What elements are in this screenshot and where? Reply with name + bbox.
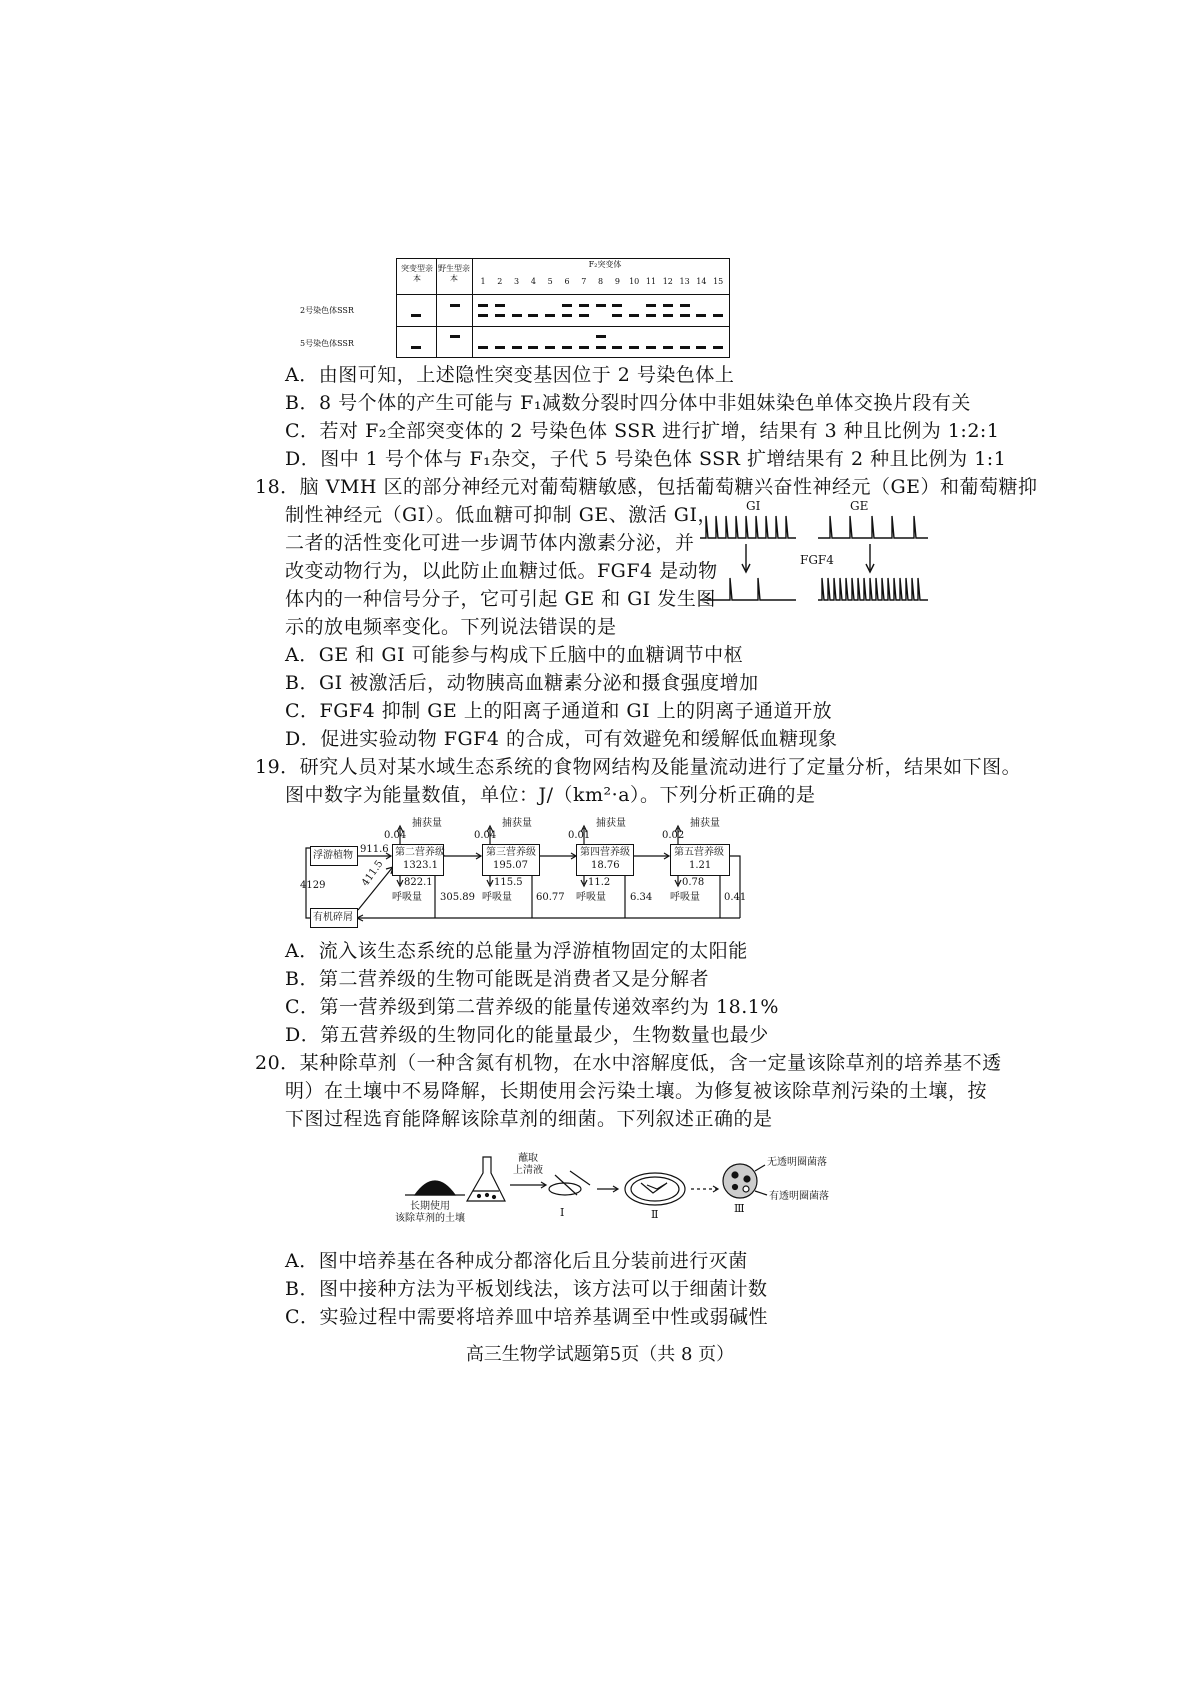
detr-5: 0.41 xyxy=(724,892,747,903)
resp-5: 0.78 xyxy=(682,877,705,888)
q19-option-d: D．第五营养级的生物同化的能量最少，生物数量也最少 xyxy=(285,1024,769,1046)
f2-number: 14 xyxy=(696,277,707,286)
val-4129: 4129 xyxy=(300,880,326,891)
q18-stem-line5: 体内的一种信号分子，它可引起 GE 和 GI 发生图 xyxy=(285,588,716,610)
val-411: 411.5 xyxy=(360,858,386,889)
q17-option-a: A．由图可知，上述隐性突变基因位于 2 号染色体上 xyxy=(285,364,735,386)
f2-number: 15 xyxy=(713,277,724,286)
f2-number: 6 xyxy=(564,277,570,286)
gel-band xyxy=(478,346,488,349)
q19-stem-line2: 图中数字为能量数值，单位：J/（km²·a）。下列分析正确的是 xyxy=(285,784,816,806)
q19-option-c: C．第一营养级到第二营养级的能量传递效率约为 18.1% xyxy=(285,996,779,1018)
f2-number: 2 xyxy=(497,277,503,286)
catch-2: 0.04 xyxy=(384,830,407,841)
gel-band xyxy=(450,335,460,338)
q17-option-b: B．8 号个体的产生可能与 F₁减数分裂时四分体中非姐妹染色单体交换片段有关 xyxy=(285,392,971,414)
fgf4-label: FGF4 xyxy=(800,553,834,567)
q20-stem-line2: 明）在土壤中不易降解，长期使用会污染土壤。为修复被该除草剂污染的土壤，按 xyxy=(285,1080,988,1102)
gel-band xyxy=(629,314,639,317)
resp-2: 822.1 xyxy=(404,877,433,888)
val-911: 911.6 xyxy=(360,844,389,855)
step-2-label: Ⅱ xyxy=(651,1208,659,1221)
f2-number: 11 xyxy=(645,277,657,286)
ge-label: GE xyxy=(850,499,869,513)
gel-band xyxy=(528,346,538,349)
gel-band xyxy=(713,314,723,317)
gel-band xyxy=(495,304,505,307)
f2-number: 10 xyxy=(629,277,640,286)
q17-option-d: D．图中 1 号个体与 F₁杂交，子代 5 号染色体 SSR 扩增结果有 2 种且比例为 1:1 xyxy=(285,448,1007,470)
col-wild-header: 野生型亲本 xyxy=(438,264,470,283)
box-level5: 第五营养级 1.21 xyxy=(670,844,730,876)
f2-number: 7 xyxy=(581,277,587,286)
gel-band xyxy=(612,346,622,349)
detr-3: 60.77 xyxy=(536,892,565,903)
q18-stem-line6: 示的放电频率变化。下列说法错误的是 xyxy=(285,616,617,638)
gel-band xyxy=(696,314,706,317)
resp-label-3: 呼吸量 xyxy=(482,892,512,903)
q19-option-a: A．流入该生态系统的总能量为浮游植物固定的太阳能 xyxy=(285,940,748,962)
col-mutant-header: 突变型亲本 xyxy=(401,264,433,283)
box-level4: 第四营养级 18.76 xyxy=(576,844,634,876)
q19-stem-line1: 19．研究人员对某水域生态系统的食物网结构及能量流动进行了定量分析，结果如下图。 xyxy=(255,756,1022,778)
box-detritus: 有机碎屑 xyxy=(310,908,358,928)
gel-band xyxy=(579,304,589,307)
detr-2: 305.89 xyxy=(440,892,475,903)
gel-band xyxy=(512,314,522,317)
resp-label-2: 呼吸量 xyxy=(392,892,422,903)
gel-band xyxy=(411,346,421,349)
gel-band xyxy=(646,314,656,317)
soil-label: 长期使用 该除草剂的土壤 xyxy=(395,1201,465,1224)
gel-band xyxy=(495,314,505,317)
catch-label-5: 捕获量 xyxy=(690,818,720,829)
box-plankton: 浮游植物 xyxy=(310,846,358,866)
f2-number: 12 xyxy=(662,277,673,286)
no-halo-label: 无透明圈菌落 xyxy=(767,1157,827,1168)
catch-4: 0.01 xyxy=(568,830,591,841)
detr-4: 6.34 xyxy=(630,892,653,903)
gel-band xyxy=(596,346,606,349)
energy-flow-diagram xyxy=(300,818,810,930)
q18-option-b: B．GI 被激活后，动物胰高血糖素分泌和摄食强度增加 xyxy=(285,672,759,694)
resp-4: 11.2 xyxy=(588,877,611,888)
q17-option-c: C．若对 F₂全部突变体的 2 号染色体 SSR 进行扩增，结果有 3 种且比例为 1:2:1 xyxy=(285,420,1000,442)
gel-band xyxy=(646,346,656,349)
row-chr5-label: 5号染色体SSR xyxy=(300,339,354,348)
bacteria-selection-figure xyxy=(395,1145,829,1240)
gel-band xyxy=(680,304,690,307)
gel-band xyxy=(663,346,673,349)
q20-option-a: A．图中培养基在各种成分都溶化后且分装前进行灭菌 xyxy=(285,1250,748,1272)
gel-band xyxy=(612,314,622,317)
gel-band xyxy=(562,346,572,349)
q18-stem-line2: 制性神经元（GI）。低血糖可抑制 GE、激活 GI， xyxy=(285,504,717,526)
gel-band xyxy=(411,314,421,317)
step-1-label: Ⅰ xyxy=(560,1206,565,1219)
halo-label: 有透明圈菌落 xyxy=(769,1191,829,1202)
catch-3: 0.04 xyxy=(474,830,497,841)
gel-band xyxy=(629,346,639,349)
gel-band xyxy=(663,314,673,317)
gel-band xyxy=(495,346,505,349)
spike-traces xyxy=(700,500,930,615)
f2-number: 9 xyxy=(614,277,620,286)
gel-band xyxy=(696,346,706,349)
gel-band xyxy=(663,304,673,307)
gel-band xyxy=(713,346,723,349)
row-chr2-label: 2号染色体SSR xyxy=(300,306,354,315)
gel-band xyxy=(612,304,622,307)
gel-band xyxy=(596,335,606,338)
box-level3: 第三营养级 195.07 xyxy=(482,844,540,876)
resp-label-4: 呼吸量 xyxy=(576,892,606,903)
f2-number: 8 xyxy=(598,277,604,286)
gel-band xyxy=(512,346,522,349)
q18-stem-line1: 18．脑 VMH 区的部分神经元对葡萄糖敏感，包括葡萄糖兴奋性神经元（GE）和葡萄糖抑 xyxy=(255,476,1038,498)
catch-5: 0.02 xyxy=(662,830,685,841)
resp-3: 115.5 xyxy=(494,877,523,888)
q20-option-c: C．实验过程中需要将培养皿中培养基调至中性或弱碱性 xyxy=(285,1306,769,1328)
ssr-gel-figure xyxy=(300,258,730,360)
f2-number: 1 xyxy=(480,277,486,286)
catch-label-4: 捕获量 xyxy=(596,818,626,829)
gel-band xyxy=(478,304,488,307)
q18-stem-line4: 改变动物行为，以此防止血糖过低。FGF4 是动物 xyxy=(285,560,718,582)
gel-band xyxy=(478,314,488,317)
f2-number: 13 xyxy=(679,277,690,286)
gel-band xyxy=(562,314,572,317)
gel-band xyxy=(646,304,656,307)
box-level2: 第二营养级 1323.1 xyxy=(392,844,444,876)
catch-label-3: 捕获量 xyxy=(502,818,532,829)
catch-label-2: 捕获量 xyxy=(412,818,442,829)
gel-band xyxy=(579,346,589,349)
gel-band xyxy=(545,346,555,349)
gel-band xyxy=(596,304,606,307)
gi-label: GI xyxy=(746,499,761,513)
q20-stem-line1: 20．某种除草剂（一种含氮有机物，在水中溶解度低，含一定量该除草剂的培养基不透 xyxy=(255,1052,1002,1074)
gel-band xyxy=(528,314,538,317)
gel-band xyxy=(680,314,690,317)
resp-label-5: 呼吸量 xyxy=(670,892,700,903)
gel-band xyxy=(562,304,572,307)
q18-option-d: D．促进实验动物 FGF4 的合成，可有效避免和缓解低血糖现象 xyxy=(285,728,838,750)
f2-number-row xyxy=(476,277,730,289)
q18-option-c: C．FGF4 抑制 GE 上的阳离子通道和 GI 上的阴离子通道开放 xyxy=(285,700,833,722)
q20-stem-line3: 下图过程选育能降解该除草剂的细菌。下列叙述正确的是 xyxy=(285,1108,773,1130)
q18-option-a: A．GE 和 GI 可能参与构成下丘脑中的血糖调节中枢 xyxy=(285,644,744,666)
gel-band xyxy=(450,304,460,307)
gel-band xyxy=(545,314,555,317)
q19-option-b: B．第二营养级的生物可能既是消费者又是分解者 xyxy=(285,968,709,990)
gel-band xyxy=(579,314,589,317)
supernatant-label: 蘸取 上清液 xyxy=(513,1153,543,1176)
gel-band xyxy=(680,346,690,349)
col-f2-header: F₂突变体 xyxy=(588,260,622,269)
f2-number: 5 xyxy=(547,277,553,286)
f2-number: 4 xyxy=(530,277,536,286)
neuron-firing-figure xyxy=(700,500,930,615)
step-3-label: Ⅲ xyxy=(734,1202,745,1215)
q20-option-b: B．图中接种方法为平板划线法，该方法可以于细菌计数 xyxy=(285,1278,768,1300)
q18-stem-line3: 二者的活性变化可进一步调节体内激素分泌，并 xyxy=(285,532,695,554)
page-footer: 高三生物学试题第5页（共 8 页） xyxy=(465,1344,735,1365)
f2-number: 3 xyxy=(514,277,520,286)
